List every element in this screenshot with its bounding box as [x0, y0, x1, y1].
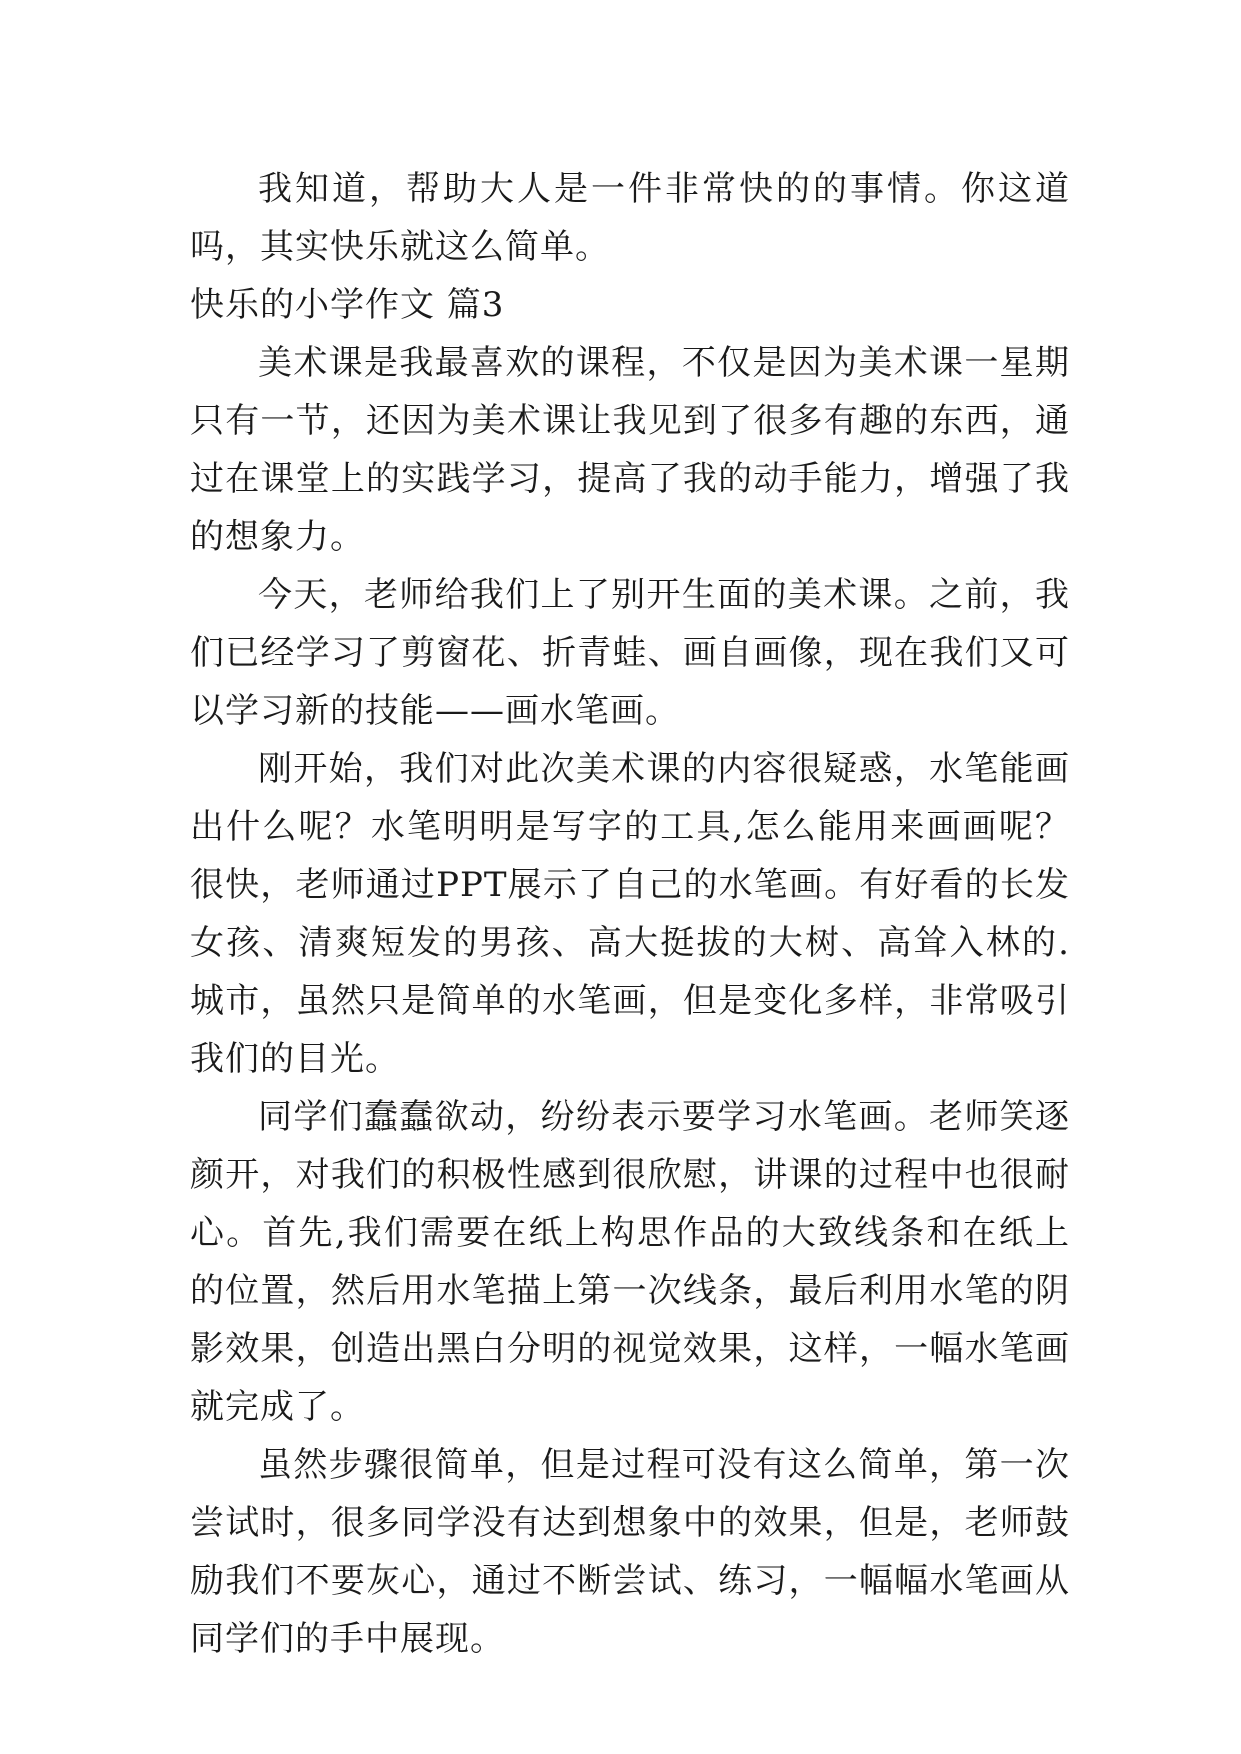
paragraph-1: 美术课是我最喜欢的课程，不仅是因为美术课一星期只有一节，还因为美术课让我见到了很多有趣的东西，通过在课堂上的实践学习，提高了我的动手能力，增强了我的想象力。	[190, 343, 1070, 557]
paragraph-4: 同学们蠢蠢欲动，纷纷表示要学习水笔画。老师笑逐颜开，对我们的积极性感到很欣慰，讲课的过程中也很耐心。首先,我们需要在纸上构思作品的大致线条和在纸上的位置，然后用水笔描上第一次线条，最后利用水笔的阴影效果，创造出黑白分明的视觉效果，这样，一幅水笔画就完成了。	[190, 1097, 1070, 1427]
document-body	[190, 160, 1070, 1668]
paragraph-3: 刚开始，我们对此次美术课的内容很疑惑，水笔能画出什么呢？水笔明明是写字的工具,怎么能用来画画呢？很快，老师通过PPT展示了自己的水笔画。有好看的长发女孩、清爽短发的男孩、高大挺拔的大树、高耸入林的.城市，虽然只是简单的水笔画，但是变化多样，非常吸引我们的目光。	[190, 749, 1070, 1079]
section-title: 快乐的小学作文 篇3	[190, 285, 505, 325]
intro-paragraph: 我知道，帮助大人是一件非常快的的事情。你这道吗，其实快乐就这么简单。	[190, 169, 1070, 267]
paragraph-5: 虽然步骤很简单，但是过程可没有这么简单，第一次尝试时，很多同学没有达到想象中的效果，但是，老师鼓励我们不要灰心，通过不断尝试、练习，一幅幅水笔画从同学们的手中展现。	[190, 1445, 1070, 1659]
paragraph-2: 今天，老师给我们上了别开生面的美术课。之前，我们已经学习了剪窗花、折青蛙、画自画像，现在我们又可以学习新的技能——画水笔画。	[190, 575, 1070, 731]
